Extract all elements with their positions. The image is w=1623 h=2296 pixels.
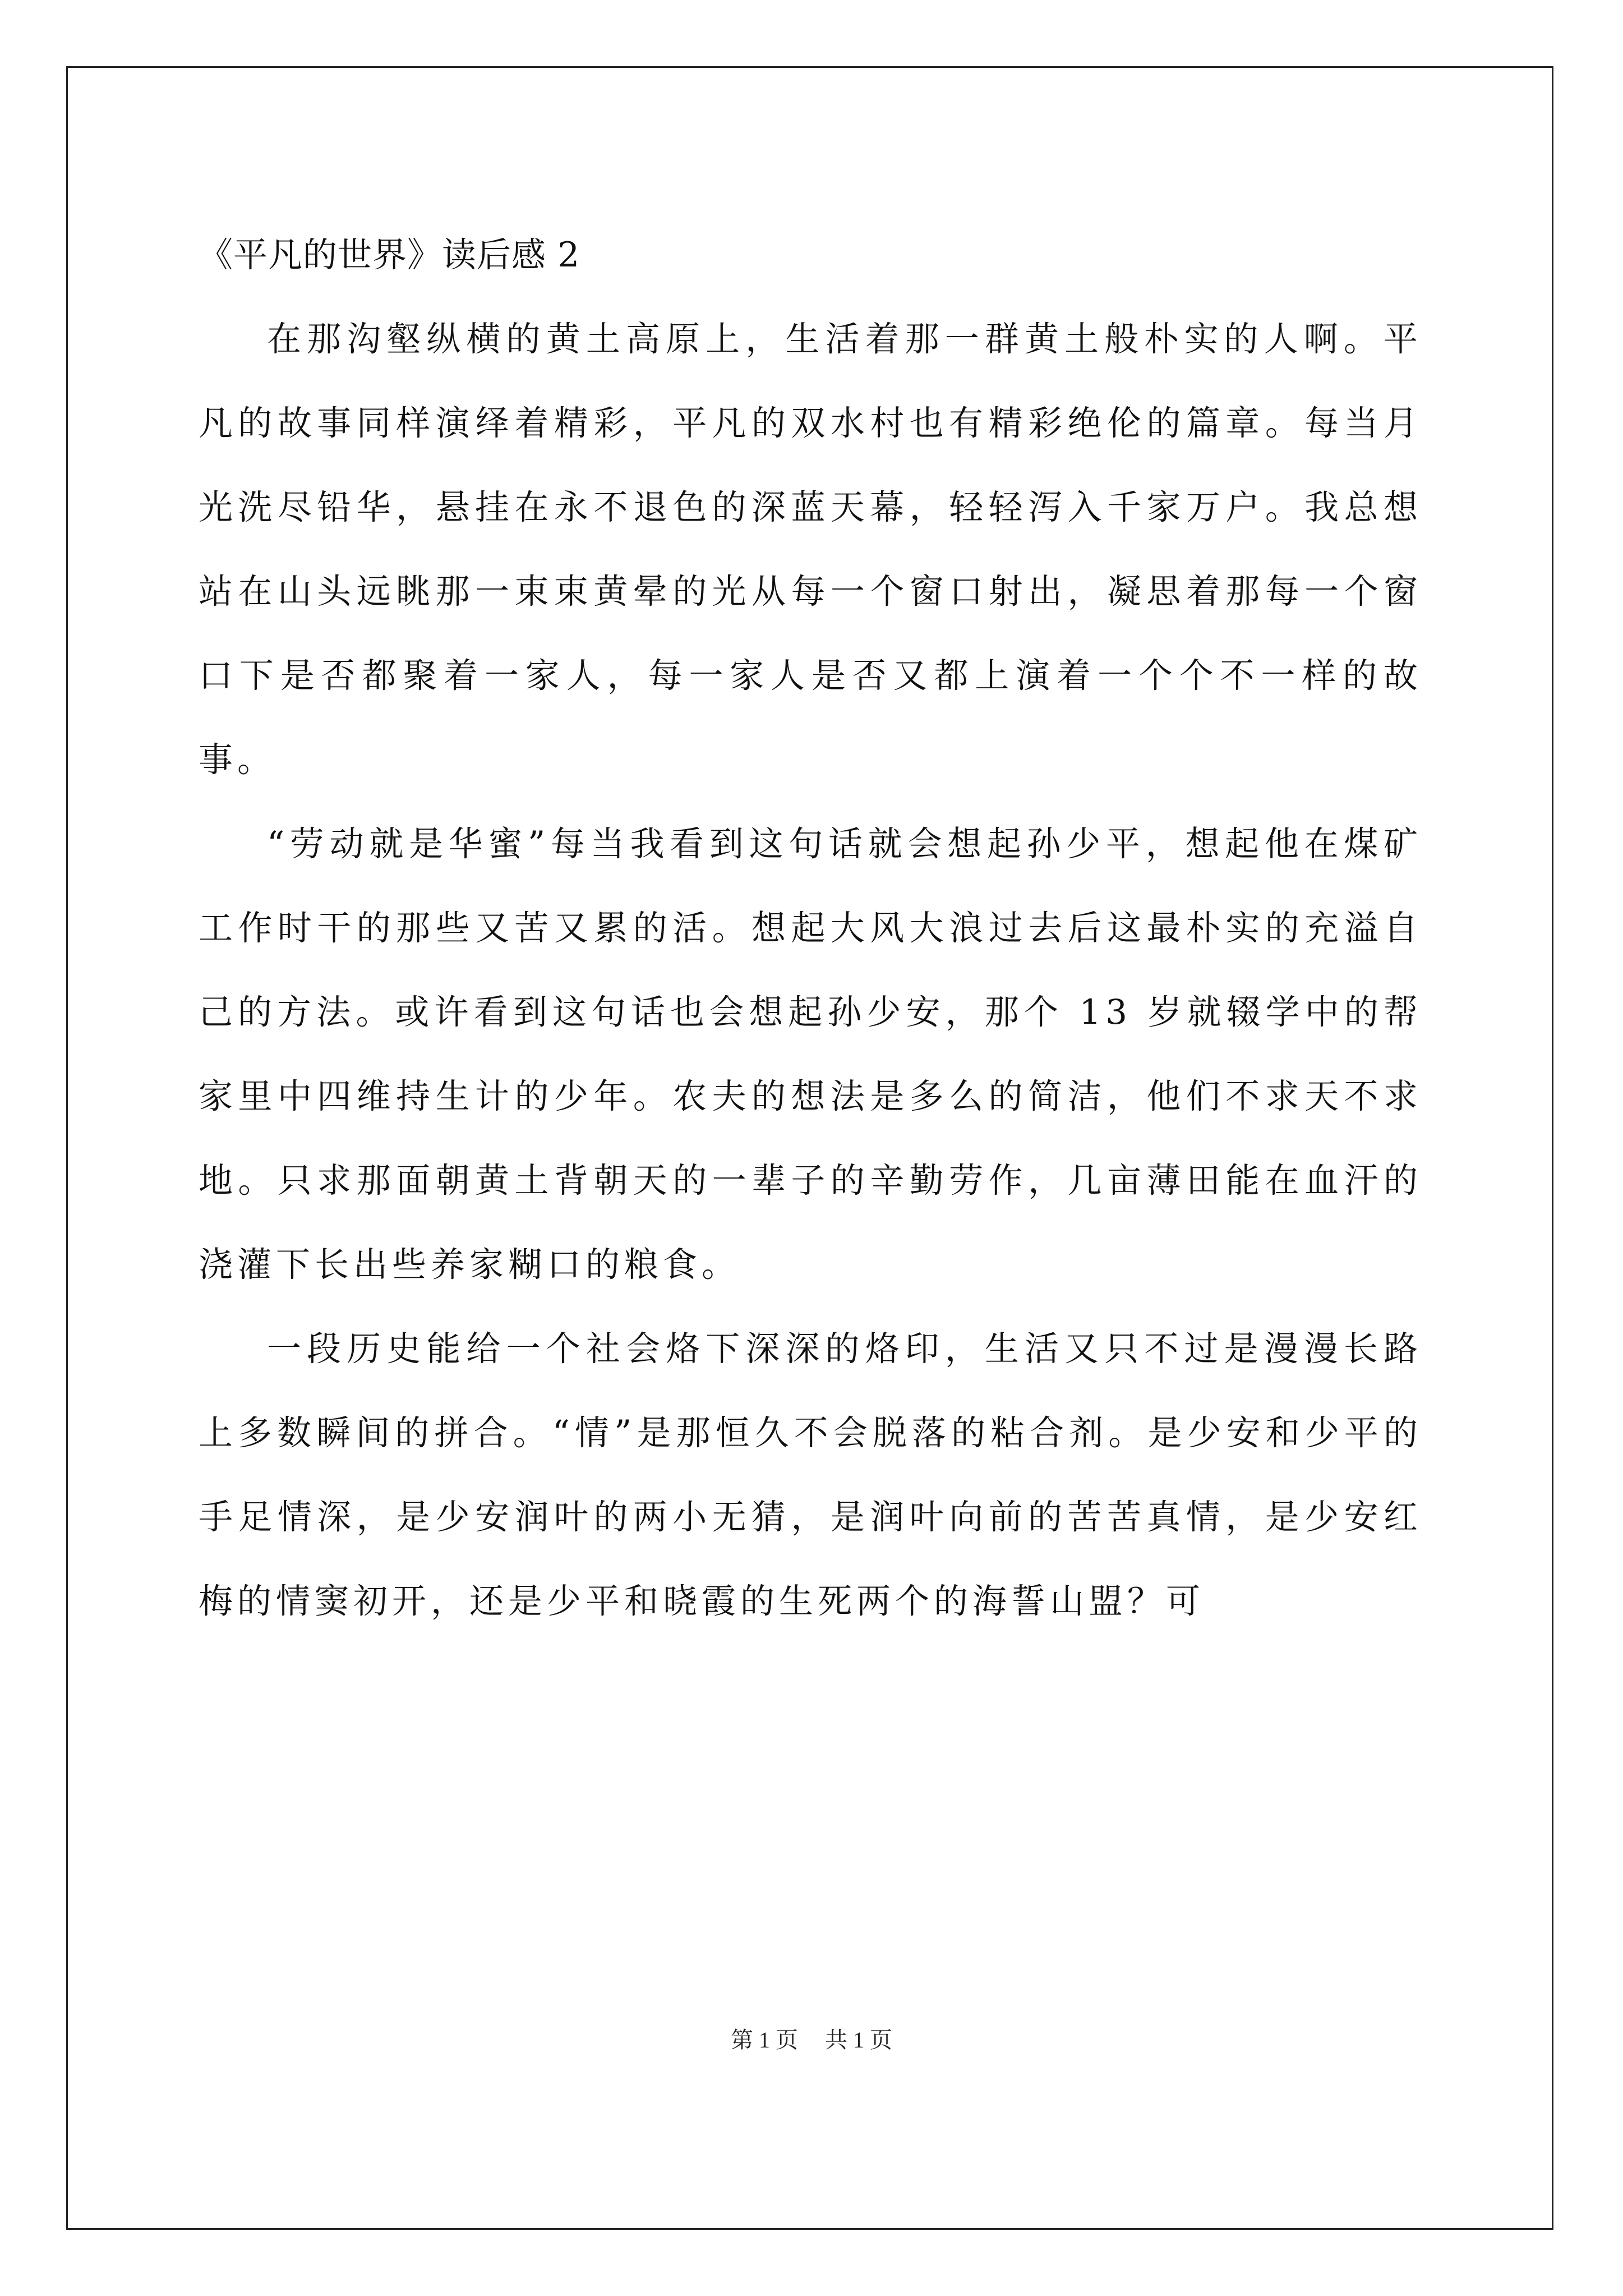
document-body	[199, 213, 1422, 1644]
page-number: 第 1 页	[731, 2027, 798, 2053]
page-total: 共 1 页	[825, 2027, 892, 2053]
paragraph-3: 一段历史能给一个社会烙下深深的烙印，生活又只不过是漫漫长路上多数瞬间的拼合。“情”是那恒久不会脱落的粘合剂。是少安和少平的手足情深，是少安润叶的两小无猜，是润叶向前的苦苦真情，是少安红梅的情窦初开，还是少平和晓霞的生死两个的海誓山盟？可	[199, 1329, 1422, 1621]
document-title: 《平凡的世界》读后感 2	[199, 235, 580, 275]
page-footer	[0, 2022, 1623, 2054]
paragraph-2: “劳动就是华蜜”每当我看到这句话就会想起孙少平，想起他在煤矿工作时干的那些又苦又累的活。想起大风大浪过去后这最朴实的充溢自己的方法。或许看到这句话也会想起孙少安，那个 13 岁就辍学中的帮家里中四维持生计的少年。农夫的想法是多么的简洁，他们不求天不求地。只求那面朝黄土背朝天的一辈子的辛勤劳作，几亩薄田能在血汗的浇灌下长出些养家糊口的粮食。	[199, 824, 1422, 1285]
paragraph-1: 在那沟壑纵横的黄土高原上，生活着那一群黄土般朴实的人啊。平凡的故事同样演绎着精彩，平凡的双水村也有精彩绝伦的篇章。每当月光洗尽铅华，悬挂在永不退色的深蓝天幕，轻轻泻入千家万户。我总想站在山头远眺那一束束黄晕的光从每一个窗口射出，凝思着那每一个窗口下是否都聚着一家人，每一家人是否又都上演着一个个不一样的故事。	[199, 319, 1422, 780]
